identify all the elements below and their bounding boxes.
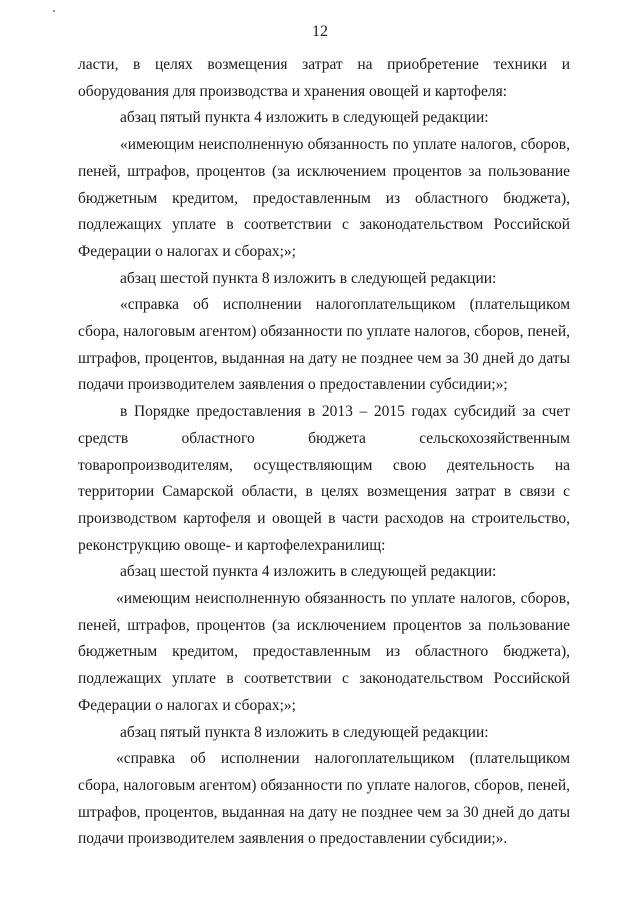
page-number: 12 [312,23,328,40]
paragraph-quoted-text: «имеющим неисполненную обязанность по уплате налогов, сборов, пеней, штрафов, процентов (за исключением процентов за пользование бюджетным кредитом, предоставленным из областного бюджета), подлежащих уплате в соответствии с законодательством Российской Федерации о налогах и сборах;»; [78,136,570,260]
paragraph-quoted-text: «справка об исполнении налогоплательщиком (плательщиком сбора, налоговым агентом) обязанности по уплате налогов, сборов, пеней, штрафов, процентов, выданная на дату не позднее чем за 30 дней до даты подачи производителем заявления о предоставлении субсидии;»; [78,296,570,394]
document-body [78,52,570,853]
paragraph-procedure-reference: в Порядке предоставления в 2013 – 2015 годах субсидий за счет средств областного бюджета сельскохозяйственным товаропроизводителям, осуществляющим свою деятельность на территории Самарской области, в целях возмещения затрат в связи с производством картофеля и овощей в части расходов на строительство, реконструкцию овоще- и картофелехранилищ: [78,403,570,554]
paragraph-quoted-text: «имеющим неисполненную обязанность по уплате налогов, сборов, пеней, штрафов, процентов (за исключением процентов за пользование бюджетным кредитом, предоставленным из областного бюджета), подлежащих уплате в соответствии с законодательством Российской Федерации о налогах и сборах;»; [78,590,570,714]
scan-mark [53,10,55,12]
paragraph-continuation: ласти, в целях возмещения затрат на приобретение техники и оборудования для производства и хранения овощей и картофеля: [78,56,570,100]
paragraph-quoted-text: «справка об исполнении налогоплательщиком (плательщиком сбора, налоговым агентом) обязанности по уплате налогов, сборов, пеней, штрафов, процентов, выданная на дату не позднее чем за 30 дней до даты подачи производителем заявления о предоставлении субсидии;». [78,750,570,848]
paragraph-amendment-instruction: абзац шестой пункта 8 изложить в следующей редакции: [120,269,497,287]
paragraph-amendment-instruction: абзац пятый пункта 4 изложить в следующей редакции: [120,109,489,127]
paragraph-amendment-instruction: абзац шестой пункта 4 изложить в следующей редакции: [120,563,497,581]
paragraph-amendment-instruction: абзац пятый пункта 8 изложить в следующей редакции: [120,723,489,741]
